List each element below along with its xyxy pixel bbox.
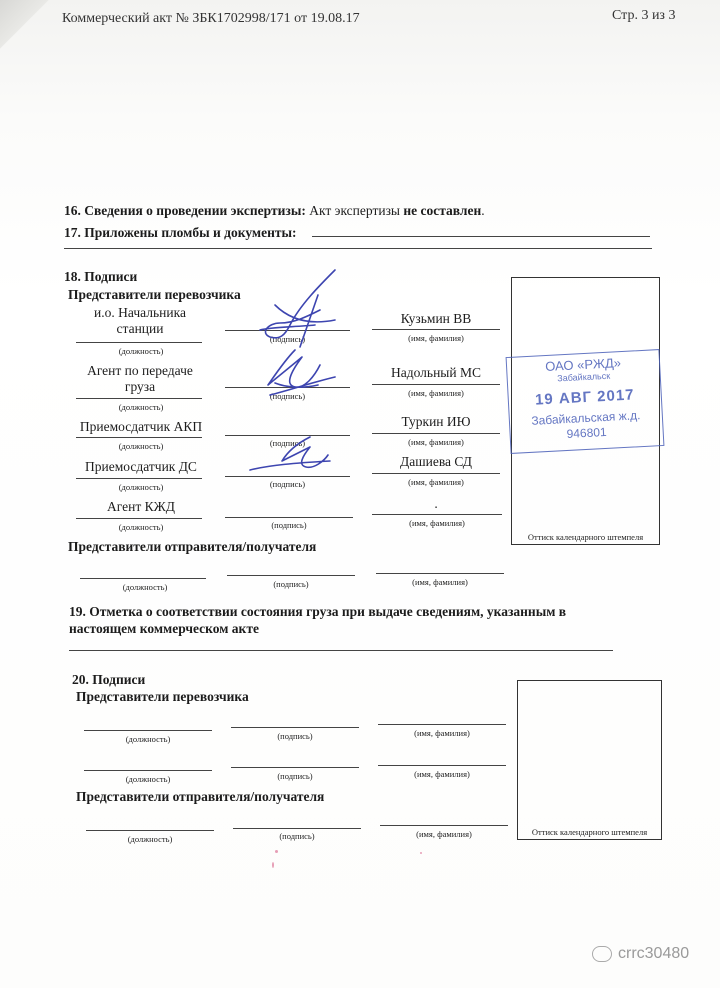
s20-rowB-name-caption: (имя, фамилия)	[414, 769, 470, 779]
shipper18-position-caption: (должность)	[122, 582, 168, 592]
stamp-branch: Забайкальск	[557, 370, 611, 384]
section-19-line1: 19. Отметка о соответствии состояния груза при выдаче сведениям, указанным в	[69, 604, 567, 619]
row1-name-caption: (имя, фамилия)	[408, 333, 464, 343]
s20-shipper-name-caption: (имя, фамилия)	[416, 829, 472, 839]
s20-rowA-name-caption: (имя, фамилия)	[414, 728, 470, 738]
s20-rowA-position-caption: (должность)	[125, 734, 171, 744]
section-16-value-a: Акт экспертизы	[309, 203, 400, 218]
s20-shipper-signature-caption: (подпись)	[279, 831, 315, 841]
handwritten-signatures	[240, 265, 360, 500]
section-18-shipper-title: Представители отправителя/получателя	[68, 539, 317, 554]
row3-name-caption: (имя, фамилия)	[408, 437, 464, 447]
stamp-code: 946801	[566, 424, 608, 441]
chat-bubbles-icon	[592, 946, 612, 962]
section-17-line-2	[64, 248, 652, 249]
row3-position: Приемосдатчик АКП	[79, 419, 203, 434]
section-19-line2: настоящем коммерческом акте	[69, 621, 259, 636]
row2-position-caption: (должность)	[118, 402, 164, 412]
row1-position: и.о. Начальника станции	[94, 305, 186, 336]
row3-signature-caption: (подпись)	[269, 438, 306, 448]
calendar-stamp-box-20	[517, 680, 662, 840]
page-number: Стр. 3 из 3	[612, 8, 676, 23]
row3-name: Туркин ИЮ	[401, 414, 471, 429]
row1-signature-caption: (подпись)	[269, 334, 306, 344]
section-19-line	[69, 650, 613, 651]
section-16-label: 16. Сведения о проведении экспертизы:	[64, 203, 306, 218]
row4-position: Приемосдатчик ДС	[85, 459, 197, 474]
row5-name-caption: (имя, фамилия)	[409, 518, 465, 528]
ink-speck	[420, 852, 422, 854]
shipper18-name-caption: (имя, фамилия)	[412, 577, 468, 587]
section-16-value-b: не составлен	[403, 203, 482, 218]
section-16-dot: .	[481, 203, 485, 218]
row4-position-caption: (должность)	[118, 482, 164, 492]
row5-position-caption: (должность)	[118, 522, 164, 532]
section-20-carrier-title: Представители перевозчика	[76, 689, 249, 704]
section-19	[69, 603, 566, 637]
section-18-title: 18. Подписи	[64, 269, 138, 284]
ink-speck	[275, 850, 278, 853]
folded-corner	[0, 0, 60, 60]
row5-position: Агент КЖД	[107, 499, 175, 514]
row2-name-caption: (имя, фамилия)	[408, 388, 464, 398]
watermark	[592, 945, 689, 963]
section-20-shipper-title: Представители отправителя/получателя	[76, 789, 325, 804]
row5-signature-caption: (подпись)	[271, 520, 307, 530]
stamp-date: 19 АВГ 2017	[534, 386, 635, 409]
s20-rowA-signature-caption: (подпись)	[277, 731, 313, 741]
shipper18-signature-caption: (подпись)	[273, 579, 309, 589]
row2-signature-caption: (подпись)	[269, 391, 306, 401]
stamp-railway: Забайкальская ж.д.	[531, 408, 641, 428]
calendar-stamp	[506, 349, 665, 454]
stamp-org: ОАО «РЖД»	[544, 355, 622, 375]
s20-rowB-signature-caption: (подпись)	[277, 771, 313, 781]
row3-position-caption: (должность)	[118, 441, 164, 451]
watermark-text: crrc30480	[618, 945, 690, 962]
s20-rowB-position-caption: (должность)	[125, 774, 171, 784]
s20-shipper-position-caption: (должность)	[127, 834, 173, 844]
section-20-title: 20. Подписи	[72, 672, 146, 687]
stamp-box-20-caption: Оттиск календарного штемпеля	[531, 827, 648, 837]
row4-signature-caption: (подпись)	[269, 479, 306, 489]
ink-speck	[272, 862, 274, 868]
row4-name: Дашиева СД	[400, 454, 472, 469]
row4-name-caption: (имя, фамилия)	[408, 477, 464, 487]
section-18-carrier-title: Представители перевозчика	[68, 287, 241, 302]
document-title: Коммерческий акт № ЗБК1702998/171 от 19.08.17	[62, 11, 360, 26]
row2-position: Агент по передаче груза	[87, 363, 193, 394]
stamp-box-18-caption: Оттиск календарного штемпеля	[527, 532, 644, 542]
row5-name: .	[434, 496, 438, 511]
section-17-line	[312, 236, 650, 237]
row1-position-caption: (должность)	[118, 346, 164, 356]
section-16	[64, 203, 485, 219]
section-17-label: 17. Приложены пломбы и документы:	[64, 225, 297, 240]
row2-name: Надольный МС	[391, 365, 481, 380]
row1-name: Кузьмин ВВ	[400, 311, 472, 326]
